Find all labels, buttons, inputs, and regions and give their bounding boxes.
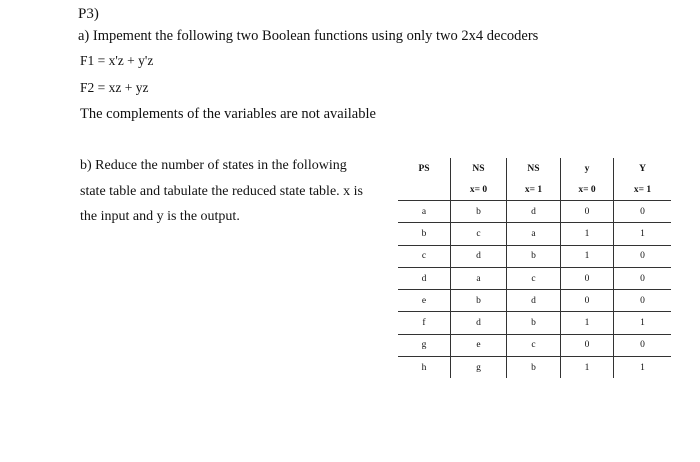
cell-ns-x1: b (507, 312, 561, 334)
table-row (398, 267, 671, 289)
cell-ps: g (398, 334, 451, 356)
cell-ns-x0: b (451, 290, 507, 312)
cell-y-x1: 0 (614, 290, 672, 312)
header-ns-x1: NS (507, 158, 561, 180)
cell-ns-x0: g (451, 357, 507, 379)
state-table-subheader-row (398, 180, 671, 201)
part-b-line-3: the input and y is the output. (80, 209, 240, 224)
state-table-header-row (398, 158, 671, 180)
cell-y-x0: 1 (561, 312, 614, 334)
table-row (398, 357, 671, 379)
subheader-ns-x0: x= 0 (451, 180, 507, 201)
cell-ps: a (398, 201, 451, 223)
cell-ns-x1: b (507, 357, 561, 379)
cell-ns-x1: d (507, 201, 561, 223)
table-row (398, 312, 671, 334)
cell-y-x1: 0 (614, 245, 672, 267)
cell-ns-x1: d (507, 290, 561, 312)
function-f1: F1 = x'z + y'z (80, 53, 154, 68)
subheader-ps (398, 180, 451, 201)
cell-y-x0: 0 (561, 290, 614, 312)
subheader-y-x1: x= 1 (614, 180, 672, 201)
table-row (398, 201, 671, 223)
subheader-y-x0: x= 0 (561, 180, 614, 201)
cell-y-x0: 0 (561, 267, 614, 289)
cell-ps: f (398, 312, 451, 334)
cell-ns-x0: d (451, 245, 507, 267)
cell-ns-x0: a (451, 267, 507, 289)
cell-y-x1: 1 (614, 223, 672, 245)
cell-ns-x0: e (451, 334, 507, 356)
cell-y-x1: 0 (614, 334, 672, 356)
table-row (398, 223, 671, 245)
cell-ps: h (398, 357, 451, 379)
cell-y-x0: 0 (561, 201, 614, 223)
cell-y-x0: 1 (561, 245, 614, 267)
cell-ns-x1: c (507, 267, 561, 289)
cell-ps: c (398, 245, 451, 267)
cell-y-x1: 1 (614, 312, 672, 334)
table-row (398, 334, 671, 356)
cell-ns-x1: c (507, 334, 561, 356)
part-b-prompt (80, 153, 398, 230)
cell-y-x1: 0 (614, 201, 672, 223)
problem-title: P3) (78, 6, 99, 22)
cell-ns-x0: d (451, 312, 507, 334)
cell-ns-x1: a (507, 223, 561, 245)
cell-ns-x0: b (451, 201, 507, 223)
cell-y-x1: 0 (614, 267, 672, 289)
part-b-line-2: state table and tabulate the reduced state table. x is (80, 183, 363, 199)
header-y-x1: Y (639, 164, 646, 174)
table-row (398, 245, 671, 267)
header-ps: PS (398, 158, 451, 180)
cell-y-x1: 1 (640, 362, 645, 373)
cell-ps: d (398, 267, 451, 289)
cell-y-x0: 1 (561, 357, 614, 379)
table-row (398, 290, 671, 312)
cell-ns-x1: b (507, 245, 561, 267)
cell-y-x0: 1 (561, 223, 614, 245)
header-ns-x0: NS (451, 158, 507, 180)
cell-ps: e (398, 290, 451, 312)
cell-ps: b (398, 223, 451, 245)
part-b-line-1: b) Reduce the number of states in the following (80, 158, 347, 173)
part-a-note: The complements of the variables are not available (80, 106, 376, 122)
cell-y-x0: 0 (561, 334, 614, 356)
header-y-x0: y (561, 158, 614, 180)
state-table (398, 158, 671, 378)
subheader-ns-x1: x= 1 (507, 180, 561, 201)
function-f2: F2 = xz + yz (80, 80, 149, 95)
cell-ns-x0: c (451, 223, 507, 245)
part-a-prompt: a) Impement the following two Boolean functions using only two 2x4 decoders (78, 28, 539, 44)
